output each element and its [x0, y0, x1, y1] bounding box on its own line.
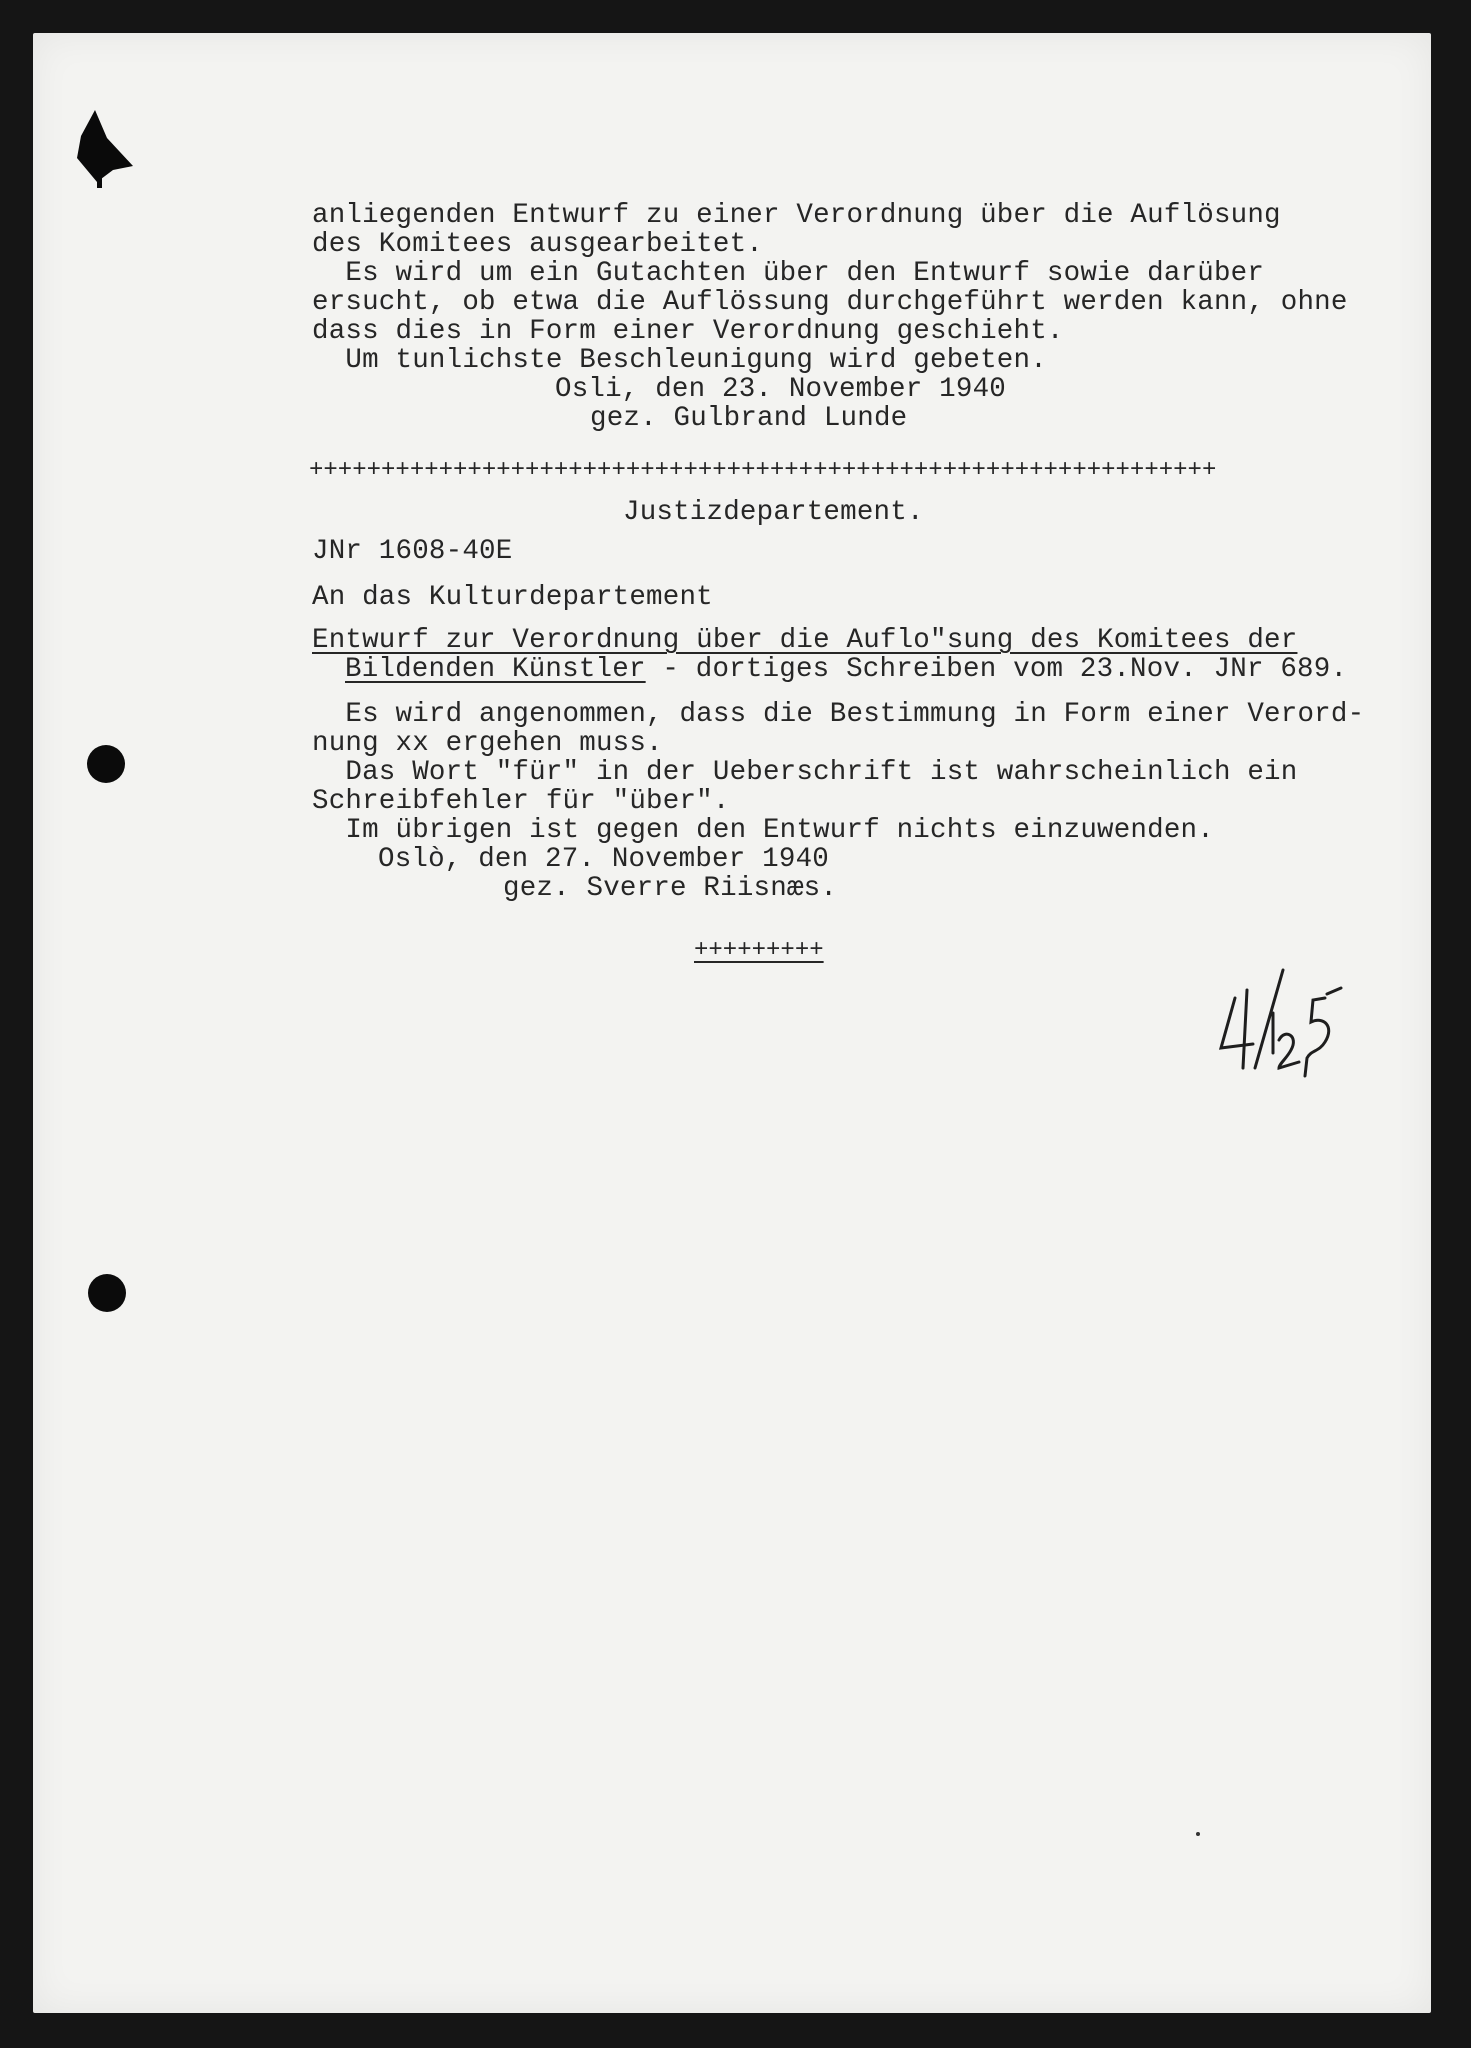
department-heading: Justizdepartement.	[623, 497, 924, 528]
punch-hole-icon	[88, 1274, 126, 1312]
reference-number: JNr 1608-40E	[312, 536, 513, 567]
document-page	[33, 33, 1431, 2013]
separator-long: +++++++++++++++++++++++++++++++++++++++++++++++++++++++++++++++	[309, 457, 1217, 484]
letter1-line-5: dass dies in Form einer Verordnung geschieht.	[312, 316, 1064, 347]
letter1-line-6: Um tunlichste Beschleunigung wird gebeten.	[312, 345, 1047, 376]
subject-line-2	[312, 655, 1347, 685]
diamond-mark-icon	[73, 108, 133, 188]
subject-line-2-underlined: Bildenden Künstler	[345, 654, 646, 685]
letter1-line-4: ersucht, ob etwa die Auflössung durchgeführt werden kann, ohne	[312, 287, 1348, 318]
subject-line-1: Entwurf zur Verordnung über die Auflo"sung des Komitees der	[312, 625, 1298, 656]
letter1-place-date: Osli, den 23. November 1940	[555, 374, 1006, 405]
letter2-place-date: Oslò, den 27. November 1940	[378, 844, 829, 875]
letter1-line-3: Es wird um ein Gutachten über den Entwurf sowie darüber	[312, 258, 1265, 289]
letter1-line-2: des Komitees ausgearbeitet.	[312, 229, 763, 260]
subject-line-2-rest: - dortiges Schreiben vom 23.Nov. JNr 689.	[645, 654, 1348, 685]
letter1-line-1: anliegenden Entwurf zu einer Verordnung über die Auflösung	[312, 200, 1281, 231]
letter2-line-2: nung xx ergehen muss.	[312, 728, 663, 759]
letter1-signature: gez. Gulbrand Lunde	[590, 403, 908, 434]
handwritten-note	[1213, 958, 1353, 1088]
letter2-line-4: Schreibfehler für "über".	[312, 786, 730, 817]
ink-speck	[1196, 1832, 1200, 1836]
punch-hole-icon	[87, 745, 125, 783]
separator-short: +++++++++	[694, 937, 824, 964]
letter2-line-5: Im übrigen ist gegen den Entwurf nichts einzuwenden.	[312, 815, 1214, 846]
addressee: An das Kulturdepartement	[312, 582, 713, 613]
letter2-line-1: Es wird angenommen, dass die Bestimmung in Form einer Verord-	[312, 699, 1365, 730]
letter2-signature: gez. Sverre Riisnæs.	[503, 873, 838, 904]
letter2-line-3: Das Wort "für" in der Ueberschrift ist wahrscheinlich ein	[312, 757, 1298, 788]
